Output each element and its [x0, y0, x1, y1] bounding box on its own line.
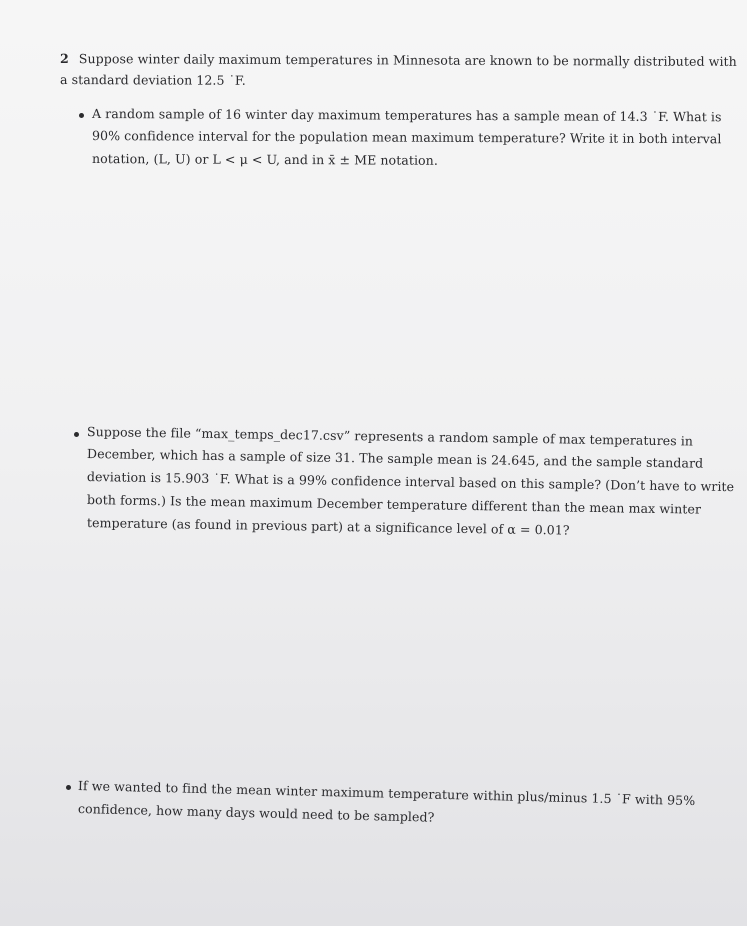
- part-2-line-5: temperature (as found in previous part) at a significance level of α = 0.01?: [86, 515, 570, 538]
- problem-number: 2: [59, 51, 69, 67]
- bullet-part-1: [79, 113, 84, 118]
- problem-intro-text-2: a standard deviation 12.5 ˙F.: [59, 72, 246, 88]
- part-2-line-3: deviation is 15.903 ˙F. What is a 99% confidence interval based on this sample? (Don’t have to write: [86, 469, 735, 495]
- bullet-part-3: [66, 785, 71, 790]
- problem-intro-text-1: Suppose winter daily maximum temperatures in Minnesota are known to be normally distributed with: [78, 51, 737, 69]
- part-1-line-1: A random sample of 16 winter day maximum temperatures has a sample mean of 14.3 ˙F. What is: [91, 106, 722, 125]
- part-2-line-2: December, which has a sample of size 31. The sample mean is 24.645, and the sample standard: [86, 446, 704, 471]
- part-3-line-2: confidence, how many days would need to be sampled?: [77, 801, 435, 825]
- part-2-line-1: Suppose the file “max_temps_dec17.csv” represents a random sample of max temperatures in: [86, 424, 694, 449]
- problem-intro-line-1: [60, 51, 737, 69]
- part-1-line-2: 90% confidence interval for the population mean maximum temperature? Write it in both interval: [91, 128, 722, 147]
- part-2-line-4: both forms.) Is the mean maximum December temperature different than the mean max winter: [86, 492, 702, 517]
- part-1-line-3: notation, (L, U) or L < μ < U, and in x̄ ± ME notation.: [91, 151, 438, 168]
- problem-intro-line-2: [60, 72, 246, 88]
- part-3-line-1: If we wanted to find the mean winter maximum temperature within plus/minus 1.5 ˙F with 95%: [77, 778, 696, 809]
- bullet-part-2: [74, 432, 79, 437]
